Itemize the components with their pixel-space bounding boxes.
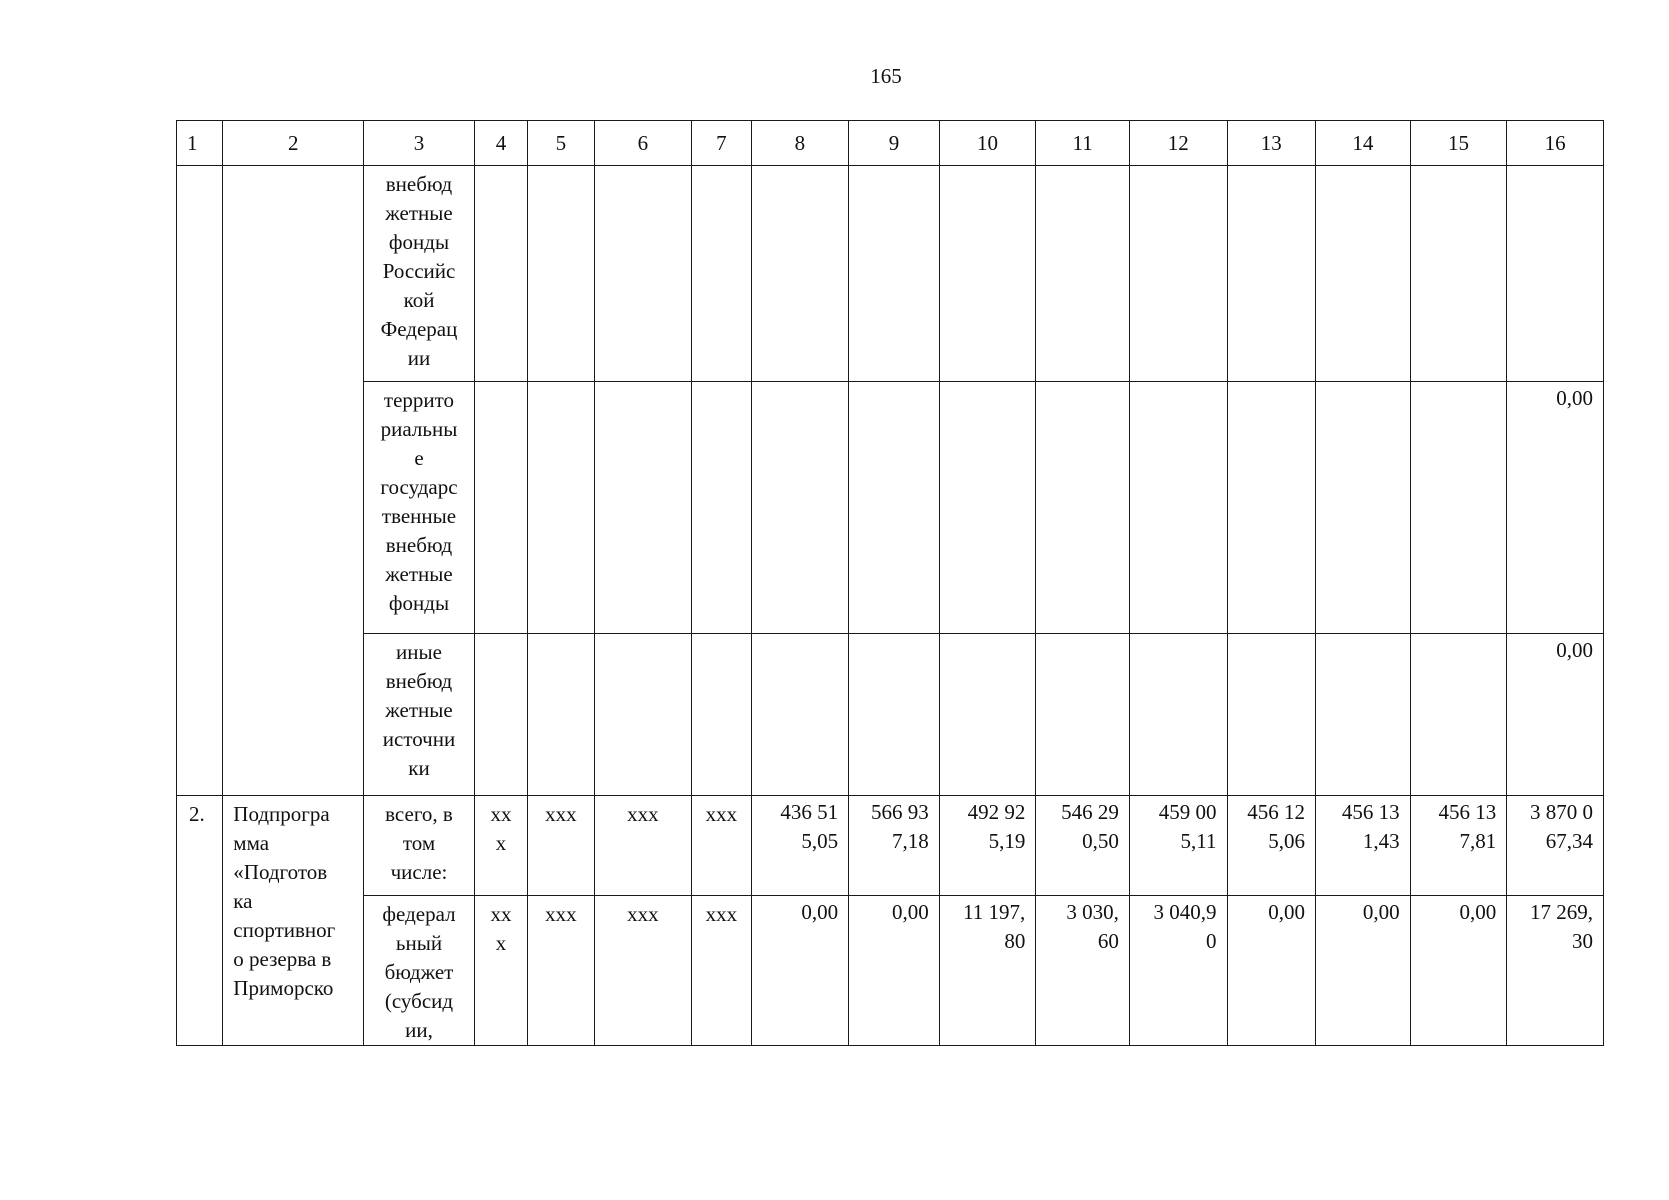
value-cell: 0,00 [1507, 382, 1604, 634]
value-cell: хх х [474, 796, 527, 896]
value-cell: 0,00 [1316, 896, 1411, 1046]
header-cell: 1 [177, 121, 223, 166]
header-cell: 6 [594, 121, 692, 166]
value-cell: 3 040,9 0 [1129, 896, 1227, 1046]
value-cell: 0,00 [751, 896, 849, 1046]
header-cell: 4 [474, 121, 527, 166]
value-cell: 492 92 5,19 [939, 796, 1036, 896]
value-cell: хх х [474, 896, 527, 1046]
value-cell: 459 00 5,11 [1129, 796, 1227, 896]
page-number: 165 [870, 64, 902, 88]
table-row [177, 634, 1604, 796]
budget-table [176, 120, 1604, 1046]
header-cell: 12 [1129, 121, 1227, 166]
value-cell: ххх [692, 896, 751, 1046]
source-cell: всего, в том числе: [364, 796, 475, 896]
header-cell: 16 [1507, 121, 1604, 166]
subprogram-name: Подпрогра мма «Подготов ка спортивног о резерва в Приморско [223, 796, 364, 1046]
value-cell: 0,00 [1227, 896, 1316, 1046]
header-cell: 8 [751, 121, 849, 166]
header-row [177, 121, 1604, 166]
value-cell: ххх [594, 796, 692, 896]
table-row [177, 382, 1604, 634]
value-cell: 3 030, 60 [1036, 896, 1130, 1046]
table-row [177, 166, 1604, 382]
value-cell: 456 12 5,06 [1227, 796, 1316, 896]
table-row [177, 796, 1604, 896]
value-cell: 3 870 0 67,34 [1507, 796, 1604, 896]
value-cell: 436 51 5,05 [751, 796, 849, 896]
value-cell: 11 197, 80 [939, 896, 1036, 1046]
source-cell: иные внебюд жетные источни ки [364, 634, 475, 796]
value-cell: ххх [594, 896, 692, 1046]
value-cell: 0,00 [849, 896, 940, 1046]
header-cell: 3 [364, 121, 475, 166]
value-cell: ххх [528, 796, 594, 896]
header-cell: 10 [939, 121, 1036, 166]
value-cell: 0,00 [1507, 634, 1604, 796]
row-number: 2. [177, 796, 223, 1046]
value-cell: 566 93 7,18 [849, 796, 940, 896]
header-cell: 15 [1410, 121, 1507, 166]
value-cell: 456 13 1,43 [1316, 796, 1411, 896]
header-cell: 11 [1036, 121, 1130, 166]
header-cell: 2 [223, 121, 364, 166]
value-cell: 546 29 0,50 [1036, 796, 1130, 896]
header-cell: 13 [1227, 121, 1316, 166]
empty-cell [223, 166, 364, 796]
source-cell: внебюд жетные фонды Российс кой Федерац ии [364, 166, 475, 382]
value-cell: 0,00 [1410, 896, 1507, 1046]
source-cell: террито риальны е государс твенные внебюд жетные фонды [364, 382, 475, 634]
value-cell: 17 269, 30 [1507, 896, 1604, 1046]
header-cell: 5 [528, 121, 594, 166]
header-cell: 9 [849, 121, 940, 166]
header-cell: 7 [692, 121, 751, 166]
table-row [177, 896, 1604, 1046]
value-cell: 456 13 7,81 [1410, 796, 1507, 896]
header-cell: 14 [1316, 121, 1411, 166]
empty-cell [177, 166, 223, 796]
source-cell: федерал ьный бюджет (субсид ии, [364, 896, 475, 1046]
value-cell: ххх [528, 896, 594, 1046]
value-cell: ххх [692, 796, 751, 896]
